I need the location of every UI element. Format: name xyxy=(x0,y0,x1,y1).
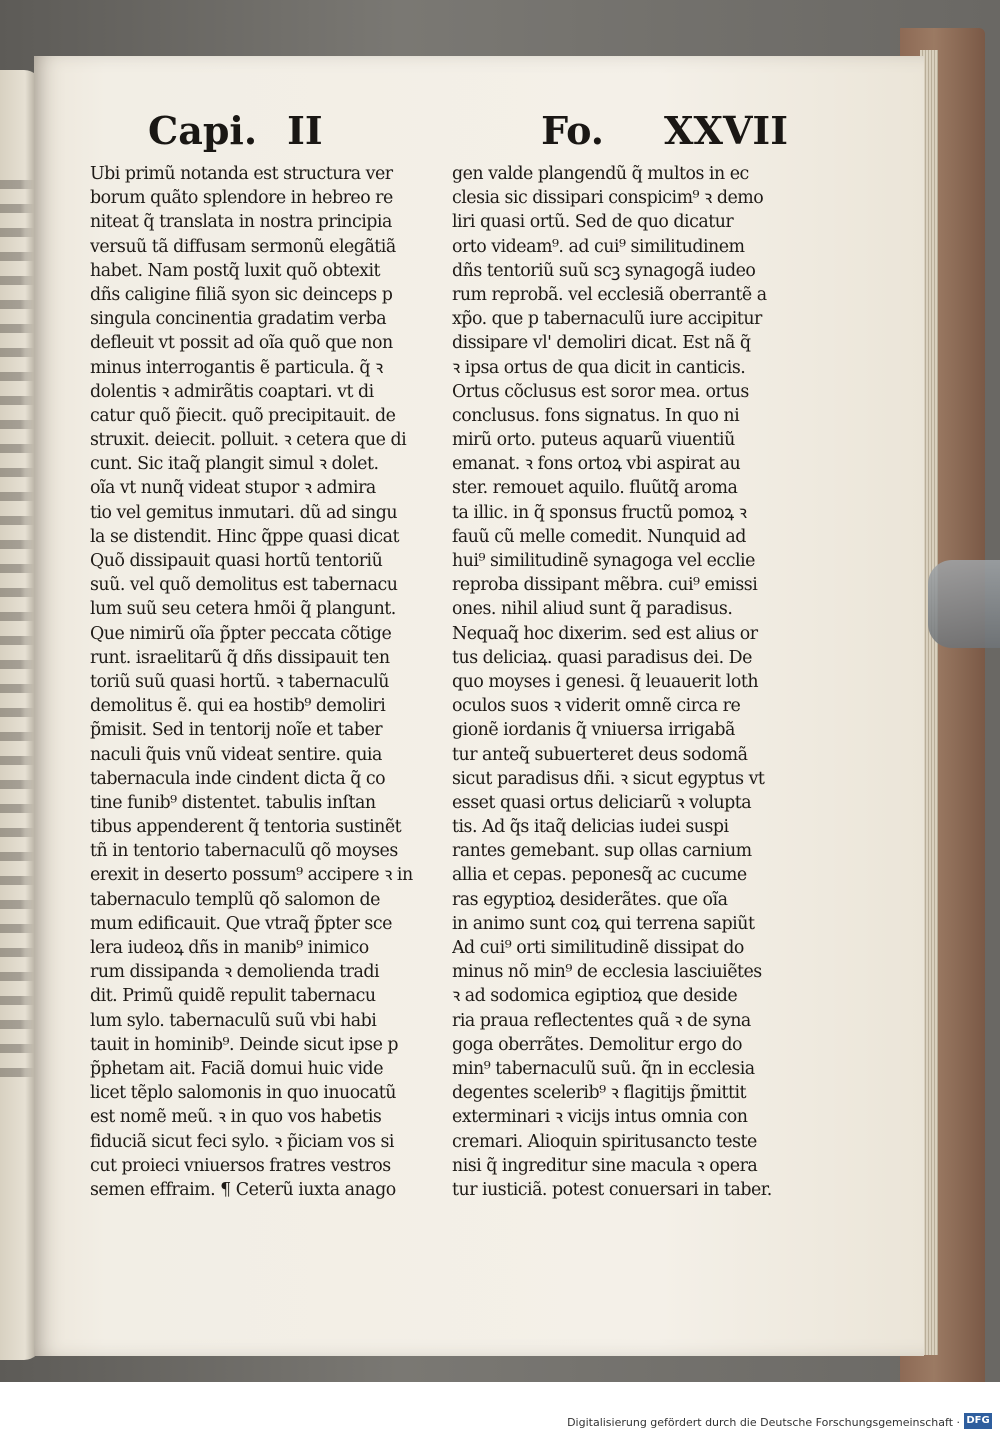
text-line: borum quãto splendore in hebreo re xyxy=(90,188,393,209)
chapter-number: II xyxy=(287,108,323,153)
text-line: versuũ tã diffusam sermonũ elegãtiã xyxy=(90,236,396,257)
text-line: rantes gemebant. sup ollas carnium xyxy=(452,841,752,862)
text-line: oculos suos ꝛ viderit omnẽ circa re xyxy=(452,696,741,717)
text-line: ster. remouet aquilo. fluũtq̃ aroma xyxy=(452,478,738,499)
text-line: defleuit vt possit ad oĩa quõ que non xyxy=(90,333,393,354)
text-line: clesia sic dissipari conspicim⁹ ꝛ demo xyxy=(452,188,764,209)
text-line: ones. nihil aliud sunt q̃ paradisus. xyxy=(452,599,733,620)
text-line: est nomẽ meũ. ꝛ in quo vos habetis xyxy=(90,1107,382,1128)
text-line: minus nõ min⁹ de ecclesia lasciuiẽtes xyxy=(452,962,762,983)
text-line: tur iusticiã. potest conuersari in taber. xyxy=(452,1179,772,1200)
running-header xyxy=(148,108,788,156)
text-line: cremari. Alioquin spiritusancto teste xyxy=(452,1131,757,1152)
text-line: gionẽ iordanis q̃ vniuersa irrigabã xyxy=(452,720,735,741)
text-line: rum dissipanda ꝛ demolienda tradi xyxy=(90,962,380,983)
digitization-footer xyxy=(0,1382,1000,1442)
text-line: Ubi primũ notanda est structura ver xyxy=(90,164,393,184)
text-line: Nequaq̃ hoc dixerim. sed est alius or xyxy=(452,623,758,644)
text-line: reproba dissipant mẽbra. cui⁹ emissi xyxy=(452,575,758,596)
text-line: tio vel gemitus inmutari. dũ ad singu xyxy=(90,502,398,523)
text-line: catur quõ p̃iecit. quõ precipitauit. de xyxy=(90,405,396,426)
text-line: oĩa vt nunq̃ videat stupor ꝛ admira xyxy=(90,478,376,499)
text-line: conclusus. fons signatus. In quo ni xyxy=(452,405,740,426)
text-line: erexit in deserto possum⁹ accipere ꝛ in xyxy=(90,865,413,886)
text-line: licet tẽplo salomonis in quo inuocatũ xyxy=(90,1083,396,1104)
text-line: singula concinentia gradatim verba xyxy=(90,309,387,330)
text-line: lera iudeoꝝ dñs in manib⁹ inimico xyxy=(90,938,369,958)
chapter-label: Capi. xyxy=(148,108,258,153)
text-line: cut proieci vniuersos fratres vestros xyxy=(90,1155,391,1176)
text-line: xp̃o. que p tabernaculũ iure accipitur xyxy=(452,309,762,330)
text-line: dolentis ꝛ admirãtis coaptari. vt di xyxy=(90,381,374,402)
text-line: la se distendit. Hinc q̃ppe quasi dicat xyxy=(90,526,399,547)
text-line: dñs caligine filiã syon sic deinceps p xyxy=(90,284,393,305)
text-line: toriũ suũ quasi hortũ. ꝛ tabernaculũ xyxy=(90,671,389,692)
text-line: fiduciã sicut feci sylo. ꝛ p̃iciam vos si xyxy=(90,1131,394,1152)
text-line: dñs tentoriũ suũ scꝫ synagogã iudeo xyxy=(452,260,756,281)
text-line: rum reprobã. vel ecclesiã oberrantẽ a xyxy=(452,284,767,305)
text-line: quo moyses i genesi. q̃ leuauerit loth xyxy=(452,671,759,692)
folio-heading xyxy=(541,108,788,153)
text-line: goga oberrãtes. Demolitur ergo do xyxy=(452,1034,742,1055)
text-line: exterminari ꝛ vicijs intus omnia con xyxy=(452,1107,748,1128)
text-line: min⁹ tabernaculũ suũ. q̃n in ecclesia xyxy=(452,1058,755,1079)
text-line: orto videam⁹. ad cui⁹ similitudinem xyxy=(452,236,745,257)
text-line: esset quasi ortus deliciarũ ꝛ volupta xyxy=(452,792,752,813)
chapter-heading xyxy=(148,108,323,153)
text-line: dissipare vl' demoliri dicat. Est nã q̃ xyxy=(452,333,751,354)
text-line: fauũ cũ melle comedit. Nunquid ad xyxy=(452,526,746,547)
previous-page-text xyxy=(0,180,34,1080)
text-line: semen effraim. ¶ Ceterũ iuxta anago xyxy=(90,1179,396,1200)
text-line: mum edificauit. Que vtraq̃ p̃pter sce xyxy=(90,913,392,934)
text-line: ꝛ ipsa ortus de qua dicit in canticis. xyxy=(452,357,746,378)
text-line: niteat q̃ translata in nostra principia xyxy=(90,212,392,233)
folio-number: XXVII xyxy=(663,108,788,153)
text-line: tñ in tentorio tabernaculũ qõ moyses xyxy=(90,841,398,862)
text-line: sicut paradisus dñi. ꝛ sicut egyptus vt xyxy=(452,768,765,789)
text-line: Ad cui⁹ orti similitudinẽ dissipat do xyxy=(452,938,744,958)
text-line: suũ. vel quõ demolitus est tabernacu xyxy=(90,575,398,596)
text-line: degentes scelerib⁹ ꝛ flagitijs p̃mittit xyxy=(452,1083,747,1104)
text-line: lum suũ seu cetera hmõi q̃ plangunt. xyxy=(90,599,396,620)
text-line: liri quasi ortũ. Sed de quo dicatur xyxy=(452,212,734,233)
text-line: lum sylo. tabernaculũ suũ vbi habi xyxy=(90,1010,377,1031)
text-line: allia et cepas. peponesq̃ ac cucume xyxy=(452,865,747,886)
text-line: habet. Nam postq̃ luxit quõ obtexit xyxy=(90,260,381,281)
text-line: tur anteq̃ subuerteret deus sodomã xyxy=(452,744,748,765)
text-line: tine funib⁹ distentet. tabulis inſtan xyxy=(90,792,376,813)
text-line: hui⁹ similitudinẽ synagoga vel ecclie xyxy=(452,551,755,571)
text-line: p̃misit. Sed in tentorij noĩe et taber xyxy=(90,720,383,741)
text-line: ta illic. in q̃ sponsus fructũ pomoꝝ ꝛ xyxy=(452,502,747,523)
folio-label: Fo. xyxy=(541,108,604,153)
text-line: tis. Ad q̃s itaq̃ delicias iudei suspi xyxy=(452,817,729,838)
text-line: in animo sunt coꝝ qui terrena sapiũt xyxy=(452,913,755,934)
text-line: Quõ dissipauit quasi hortũ tentoriũ xyxy=(90,551,383,571)
text-line: tus deliciaꝝ. quasi paradisus dei. De xyxy=(452,647,752,668)
funding-notice: Digitalisierung gefördert durch die Deutsche Forschungsgemeinschaft · xyxy=(567,1416,960,1429)
text-line: nisi q̃ ingreditur sine macula ꝛ opera xyxy=(452,1155,758,1176)
text-line: ras egyptioꝝ desiderãtes. que oĩa xyxy=(452,889,728,910)
text-line: demolitus ẽ. qui ea hostib⁹ demoliri xyxy=(90,696,386,717)
text-line: Que nimirũ oĩa p̃pter peccata cõtige xyxy=(90,623,392,644)
text-line: p̃phetam ait. Faciã domui huic vide xyxy=(90,1058,383,1079)
text-line: runt. israelitarũ q̃ dñs dissipauit ten xyxy=(90,647,390,668)
text-line: struxit. deiecit. polluit. ꝛ cetera que di xyxy=(90,430,407,451)
text-line: dit. Primũ quidẽ repulit tabernacu xyxy=(90,986,376,1007)
text-line: tabernaculo templũ qõ salomon de xyxy=(90,889,380,910)
text-line: cunt. Sic itaq̃ plangit simul ꝛ dolet. xyxy=(90,454,379,475)
text-line: mirũ orto. puteus aquarũ viuentiũ xyxy=(452,430,735,451)
text-line: tibus appenderent q̃ tentoria sustinẽt xyxy=(90,817,402,838)
text-line: naculi q̃uis vnũ videat sentire. quia xyxy=(90,744,382,765)
book-clasp xyxy=(928,560,1000,648)
text-column-right xyxy=(452,162,792,1202)
text-line: tauit in hominib⁹. Deinde sicut ipse p xyxy=(90,1034,399,1055)
text-line: tabernacula inde cindent dicta q̃ co xyxy=(90,768,386,789)
text-line: minus interrogantis ẽ particula. q̃ ꝛ xyxy=(90,357,383,378)
text-line: emanat. ꝛ fons ortoꝝ vbi aspirat au xyxy=(452,454,741,475)
text-line: ꝛ ad sodomica egiptioꝝ que deside xyxy=(452,986,738,1007)
text-line: ria praua reflectentes quã ꝛ de syna xyxy=(452,1010,751,1031)
text-column-left xyxy=(90,162,440,1202)
text-line: Ortus cõclusus est soror mea. ortus xyxy=(452,381,749,402)
text-line: gen valde plangendũ q̃ multos in ec xyxy=(452,164,749,184)
dfg-logo: DFG xyxy=(964,1413,992,1429)
